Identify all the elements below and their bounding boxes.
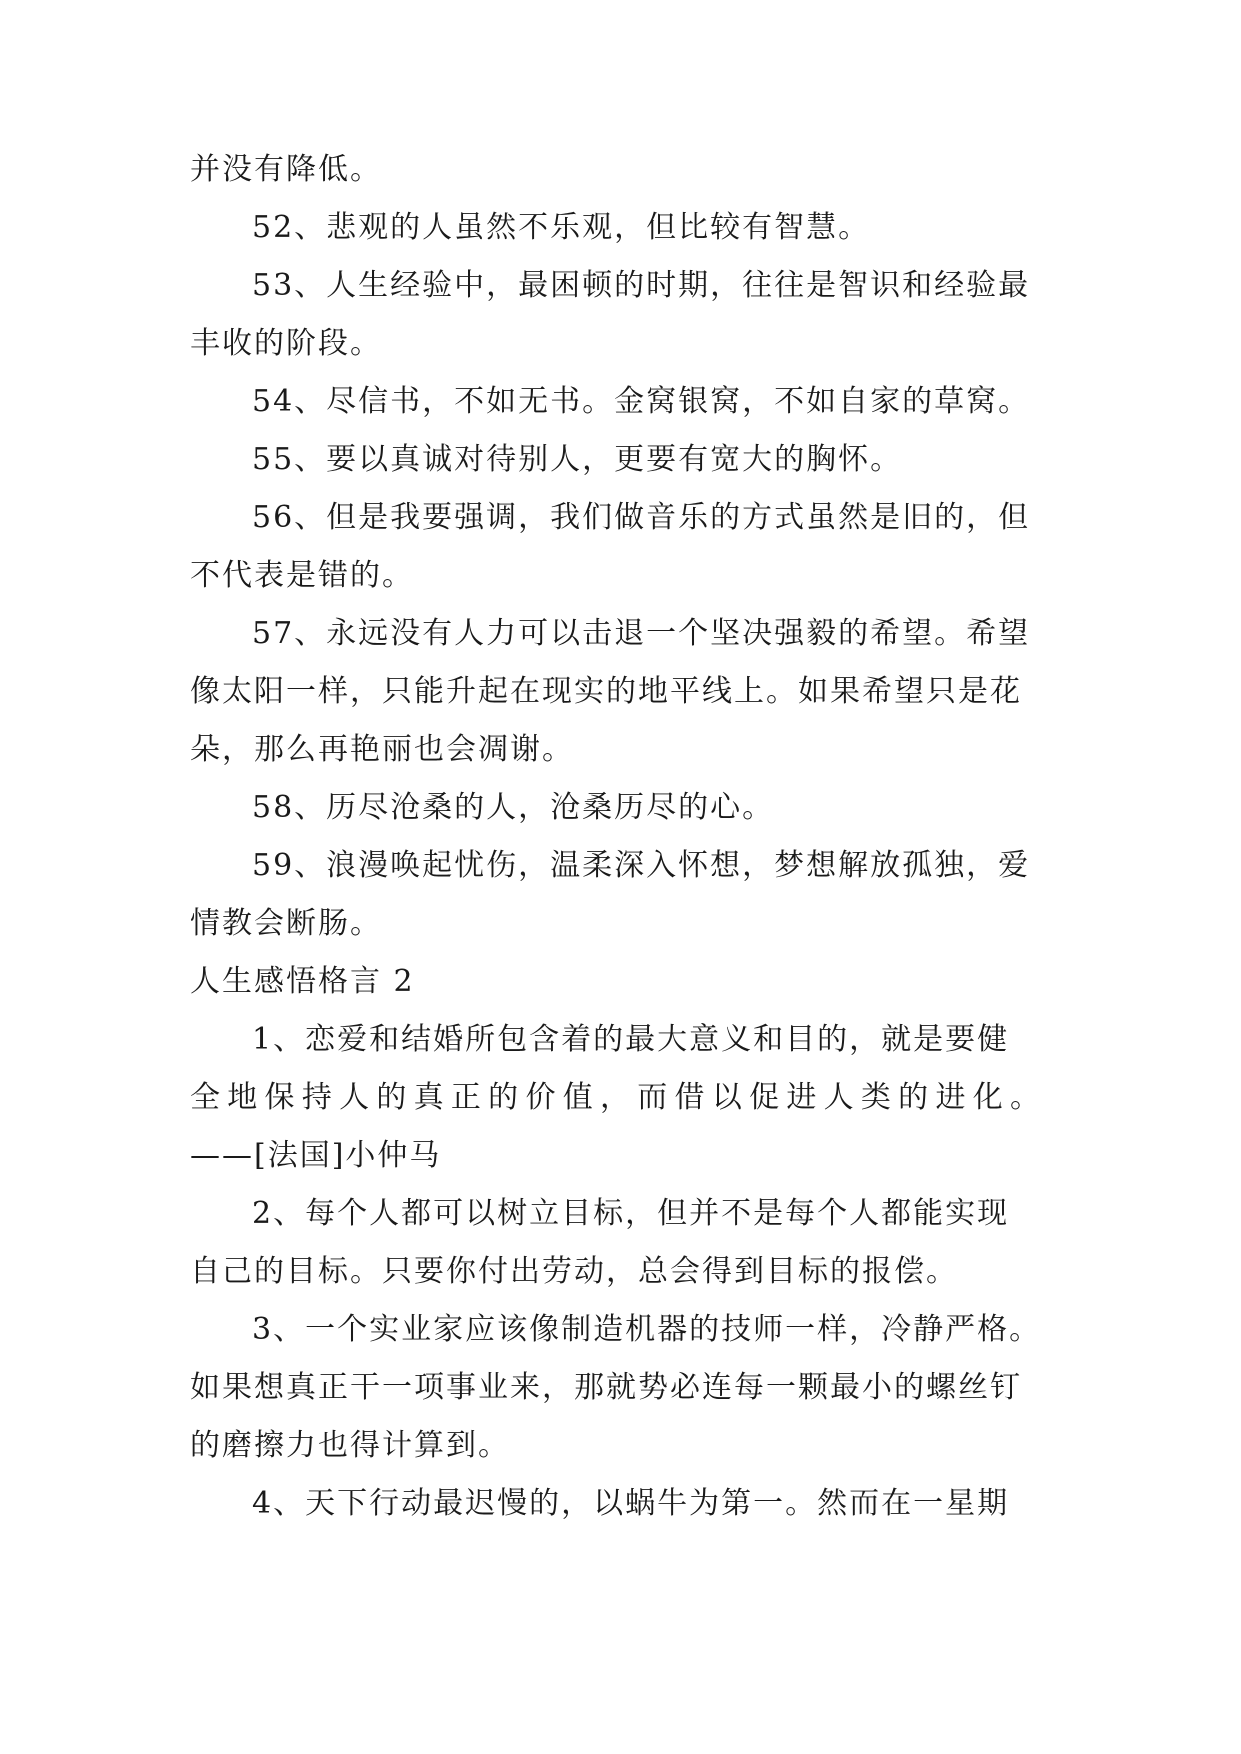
text-line-1: 并没有降低。: [190, 152, 382, 187]
text-line-14: 情教会断肠。: [190, 906, 382, 941]
text-line-4: 丰收的阶段。: [190, 326, 382, 361]
text-line-24: 4、天下行动最迟慢的，以蜗牛为第一。然而在一星期: [252, 1486, 1010, 1521]
text-line-22: 如果想真正干一项事业来，那就势必连每一颗最小的螺丝钉: [190, 1370, 1022, 1405]
text-line-3: 53、人生经验中，最困顿的时期，往往是智识和经验最: [252, 268, 1031, 303]
text-line-12: 58、历尽沧桑的人，沧桑历尽的心。: [252, 790, 775, 825]
section-heading: 人生感悟格言 2: [190, 964, 415, 999]
text-line-2: 52、悲观的人虽然不乐观，但比较有智慧。: [252, 210, 871, 245]
text-line-23: 的磨擦力也得计算到。: [190, 1428, 510, 1463]
attribution-line: ——[法国]小仲马: [190, 1138, 442, 1173]
text-line-19: 2、每个人都可以树立目标，但并不是每个人都能实现: [252, 1196, 1010, 1231]
text-line-13: 59、浪漫唤起忧伤，温柔深入怀想，梦想解放孤独，爱: [252, 848, 1031, 883]
text-line-6: 55、要以真诚对待别人，更要有宽大的胸怀。: [252, 442, 903, 477]
text-line-5: 54、尽信书，不如无书。金窝银窝，不如自家的草窝。: [252, 384, 1031, 419]
text-line-17: 全地保持人的真正的价值，而借以促进人类的进化。: [190, 1080, 1046, 1115]
text-line-11: 朵，那么再艳丽也会凋谢。: [190, 732, 574, 767]
text-line-7: 56、但是我要强调，我们做音乐的方式虽然是旧的，但: [252, 500, 1031, 535]
text-line-10: 像太阳一样，只能升起在现实的地平线上。如果希望只是花: [190, 674, 1022, 709]
text-line-21: 3、一个实业家应该像制造机器的技师一样，冷静严格。: [252, 1312, 1042, 1347]
text-line-8: 不代表是错的。: [190, 558, 414, 593]
text-line-9: 57、永远没有人力可以击退一个坚决强毅的希望。希望: [252, 616, 1031, 651]
text-line-16: 1、恋爱和结婚所包含着的最大意义和目的，就是要健: [252, 1022, 1010, 1057]
text-line-20: 自己的目标。只要你付出劳动，总会得到目标的报偿。: [190, 1254, 958, 1289]
